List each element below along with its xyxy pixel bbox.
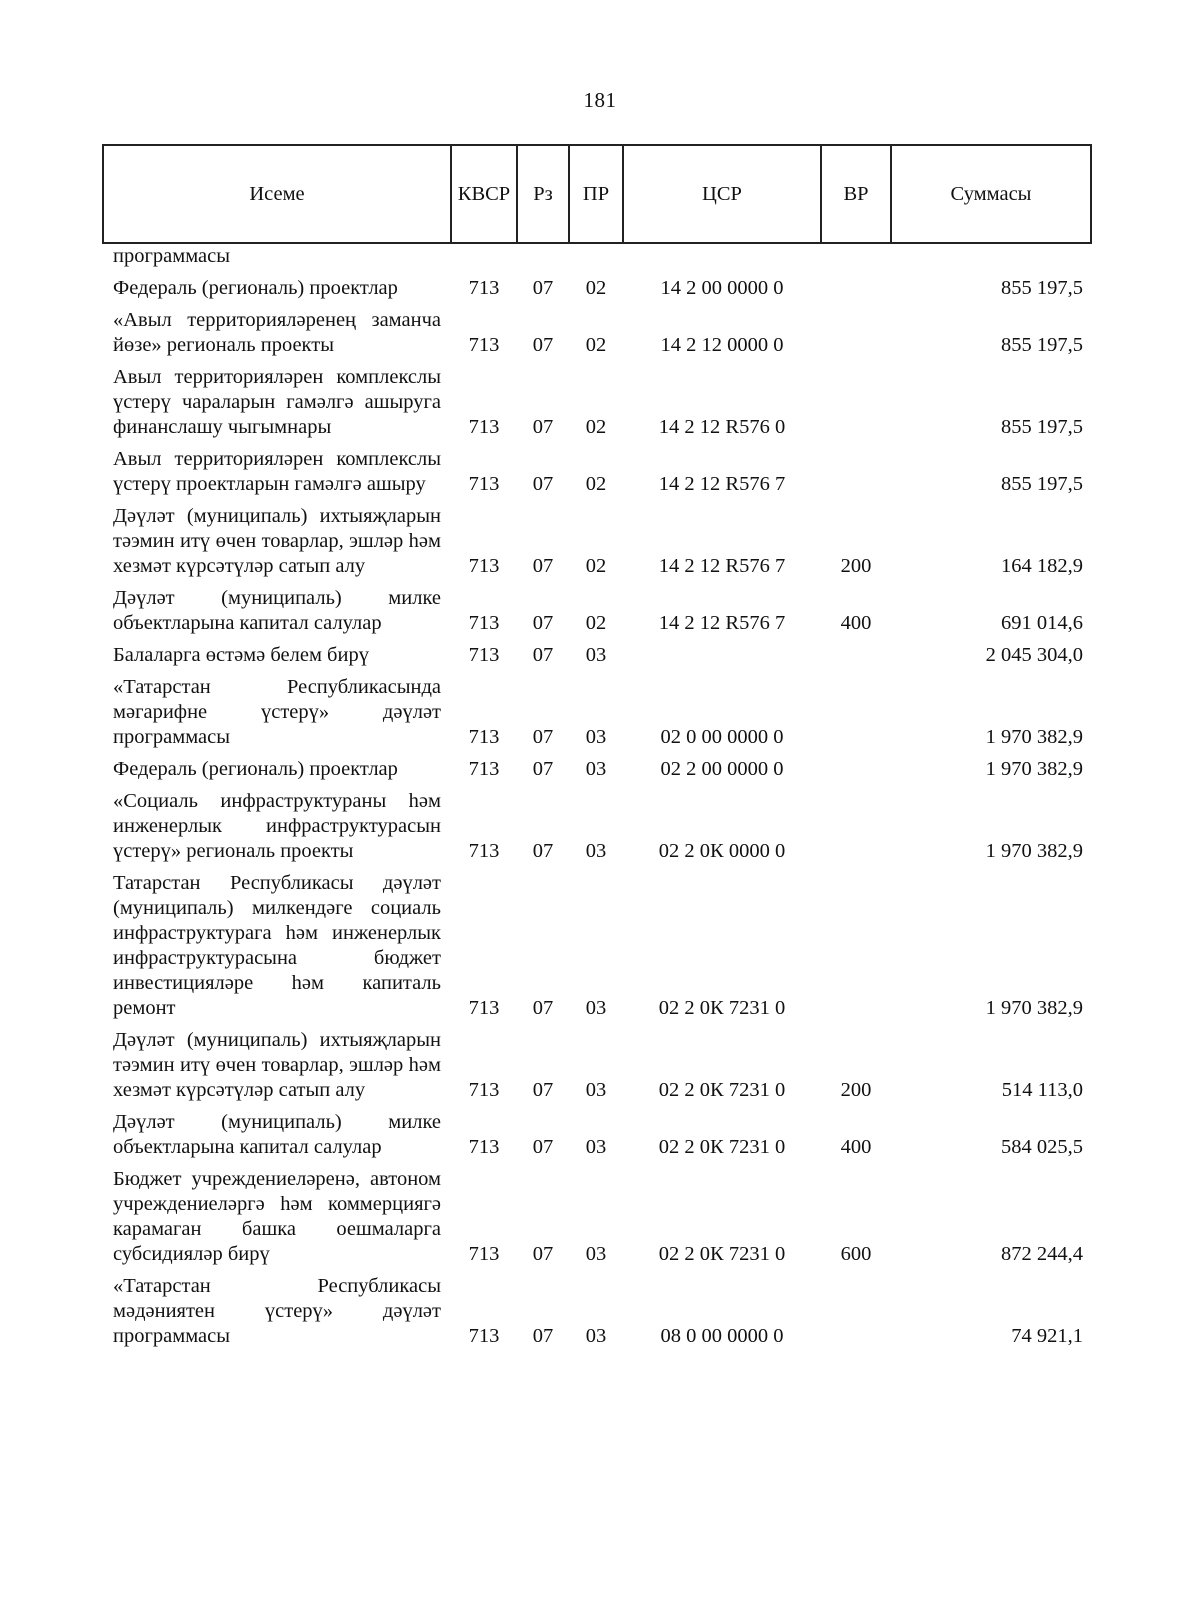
column-header-kvsr: КВСР — [451, 145, 517, 243]
cell-name: Дәүләт (муниципаль) милке объектларына капитал салулар — [113, 587, 441, 634]
cell-vr — [821, 1272, 891, 1354]
table-row — [103, 584, 1091, 641]
cell-vr: 400 — [840, 612, 872, 634]
cell-vr — [821, 787, 891, 869]
cell-kvsr: 713 — [468, 644, 500, 666]
cell-pr: 03 — [585, 1325, 607, 1347]
cell-vr — [821, 673, 891, 755]
cell-pr — [569, 243, 623, 274]
cell-vr — [821, 274, 891, 306]
cell-name: «Социаль инфраструктураны һәм инженерлык инфраструктурасын үстерү» региональ проекты — [113, 790, 441, 862]
cell-pr: 02 — [585, 334, 607, 356]
cell-sum — [891, 243, 1091, 274]
cell-name: Дәүләт (муниципаль) ихтыяҗларын тәэмин итү өчен товарлар, эшләр һәм хезмәт күрсәтүләр сатып алу — [113, 1029, 441, 1101]
table-row — [103, 1108, 1091, 1165]
cell-sum: 855 197,5 — [1001, 416, 1083, 438]
table-row — [103, 869, 1091, 1026]
cell-name: Федераль (региональ) проектлар — [113, 277, 398, 299]
table-header — [103, 145, 1091, 243]
cell-pr: 03 — [585, 840, 607, 862]
cell-csr: 14 2 12 R576 7 — [658, 473, 786, 495]
column-header-rz: Рз — [517, 145, 569, 243]
cell-name: «Татарстан Республикасында мәгарифне үстерү» дәүләт программасы — [113, 676, 441, 748]
cell-csr: 02 2 0К 7231 0 — [658, 1243, 786, 1265]
cell-sum: 855 197,5 — [1001, 277, 1083, 299]
cell-pr: 02 — [585, 416, 607, 438]
column-header-name: Исеме — [103, 145, 451, 243]
cell-name: Балаларга өстәмә белем бирү — [113, 644, 369, 666]
cell-csr: 14 2 12 R576 0 — [658, 416, 786, 438]
cell-vr — [821, 869, 891, 1026]
table-row — [103, 274, 1091, 306]
cell-vr: 200 — [840, 555, 872, 577]
cell-sum: 855 197,5 — [1001, 473, 1083, 495]
cell-rz — [517, 243, 569, 274]
table-row — [103, 673, 1091, 755]
cell-name: Авыл территорияләрен комплекслы үстерү чараларын гамәлгә ашыруга финанслашу чыгымнары — [113, 366, 441, 438]
cell-vr — [821, 641, 891, 673]
page-number: 181 — [583, 88, 617, 112]
cell-pr: 03 — [585, 997, 607, 1019]
cell-name: Авыл территорияләрен комплекслы үстерү проектларын гамәлгә ашыру — [113, 448, 441, 495]
cell-sum: 514 113,0 — [1001, 1079, 1083, 1101]
table-row — [103, 306, 1091, 363]
column-header-vr: ВР — [821, 145, 891, 243]
cell-rz: 07 — [532, 1136, 554, 1158]
cell-rz: 07 — [532, 1325, 554, 1347]
cell-vr: 400 — [840, 1136, 872, 1158]
table-row — [103, 641, 1091, 673]
cell-kvsr: 713 — [468, 1079, 500, 1101]
cell-kvsr: 713 — [468, 758, 500, 780]
cell-pr: 02 — [585, 473, 607, 495]
cell-name: «Авыл территорияләренең заманча йөзе» региональ проекты — [113, 309, 441, 356]
cell-pr: 03 — [585, 1243, 607, 1265]
cell-rz: 07 — [532, 416, 554, 438]
cell-csr — [623, 243, 821, 274]
cell-vr — [821, 363, 891, 445]
cell-vr — [821, 243, 891, 274]
cell-name: «Татарстан Республикасы мәдәниятен үстерү» дәүләт программасы — [113, 1275, 441, 1347]
cell-rz: 07 — [532, 555, 554, 577]
cell-kvsr: 713 — [468, 612, 500, 634]
table-row — [103, 445, 1091, 502]
cell-name: Дәүләт (муниципаль) ихтыяҗларын тәэмин итү өчен товарлар, эшләр һәм хезмәт күрсәтүләр сатып алу — [113, 505, 441, 577]
cell-csr: 14 2 12 R576 7 — [658, 612, 786, 634]
cell-csr: 02 2 0К 0000 0 — [658, 840, 786, 862]
cell-rz: 07 — [532, 1079, 554, 1101]
cell-rz: 07 — [532, 997, 554, 1019]
table-row — [103, 1026, 1091, 1108]
budget-table — [102, 144, 1092, 1354]
cell-csr: 02 2 0К 7231 0 — [658, 997, 786, 1019]
cell-rz: 07 — [532, 726, 554, 748]
table-row — [103, 1165, 1091, 1272]
cell-sum: 1 970 382,9 — [985, 758, 1083, 780]
cell-sum: 1 970 382,9 — [985, 726, 1083, 748]
table-row — [103, 787, 1091, 869]
cell-vr — [821, 445, 891, 502]
cell-sum: 872 244,4 — [1001, 1243, 1083, 1265]
cell-kvsr: 713 — [468, 277, 500, 299]
cell-name: Дәүләт (муниципаль) милке объектларына капитал салулар — [113, 1111, 441, 1158]
cell-vr: 600 — [840, 1243, 872, 1265]
cell-name: Федераль (региональ) проектлар — [113, 758, 398, 780]
cell-rz: 07 — [532, 334, 554, 356]
cell-rz: 07 — [532, 758, 554, 780]
table-body — [103, 243, 1091, 1354]
cell-pr: 02 — [585, 612, 607, 634]
cell-csr: 14 2 00 0000 0 — [660, 277, 784, 299]
table-row — [103, 502, 1091, 584]
cell-kvsr: 713 — [468, 1243, 500, 1265]
table-row — [103, 243, 1091, 274]
column-header-pr: ПР — [569, 145, 623, 243]
cell-kvsr: 713 — [468, 473, 500, 495]
cell-vr: 200 — [840, 1079, 872, 1101]
cell-rz: 07 — [532, 840, 554, 862]
cell-sum: 1 970 382,9 — [985, 840, 1083, 862]
cell-pr: 03 — [585, 1136, 607, 1158]
cell-csr: 14 2 12 R576 7 — [658, 555, 786, 577]
cell-kvsr: 713 — [468, 1136, 500, 1158]
cell-sum: 164 182,9 — [1001, 555, 1083, 577]
cell-kvsr: 713 — [468, 840, 500, 862]
cell-rz: 07 — [532, 612, 554, 634]
cell-sum: 2 045 304,0 — [985, 644, 1083, 666]
cell-pr: 03 — [585, 726, 607, 748]
column-header-csr: ЦСР — [623, 145, 821, 243]
cell-pr: 03 — [585, 758, 607, 780]
cell-pr: 02 — [585, 555, 607, 577]
cell-name: Татарстан Республикасы дәүләт (муниципаль) милкендәге социаль инфраструктурага һәм инженерлык инфраструктурасына бюджет инвестицияләре һәм капиталь ремонт — [113, 872, 441, 1019]
table-row — [103, 363, 1091, 445]
cell-rz: 07 — [532, 644, 554, 666]
cell-csr: 08 0 00 0000 0 — [660, 1325, 784, 1347]
cell-kvsr — [451, 243, 517, 274]
cell-csr: 02 0 00 0000 0 — [660, 726, 784, 748]
column-header-sum: Суммасы — [891, 145, 1091, 243]
table-row — [103, 755, 1091, 787]
cell-csr: 02 2 00 0000 0 — [660, 758, 784, 780]
cell-kvsr: 713 — [468, 555, 500, 577]
cell-csr — [623, 641, 821, 673]
cell-sum: 74 921,1 — [1011, 1325, 1083, 1347]
table-row — [103, 1272, 1091, 1354]
cell-rz: 07 — [532, 473, 554, 495]
cell-csr: 02 2 0К 7231 0 — [658, 1079, 786, 1101]
cell-vr — [821, 306, 891, 363]
cell-pr: 02 — [585, 277, 607, 299]
cell-rz: 07 — [532, 277, 554, 299]
cell-kvsr: 713 — [468, 726, 500, 748]
cell-csr: 14 2 12 0000 0 — [660, 334, 784, 356]
cell-vr — [821, 755, 891, 787]
cell-pr: 03 — [585, 1079, 607, 1101]
cell-kvsr: 713 — [468, 997, 500, 1019]
cell-name: Бюджет учреждениеләренә, автоном учреждениеләргә һәм коммерциягә карамаган башка оешмаларга субсидияләр бирү — [113, 1168, 441, 1265]
cell-sum: 584 025,5 — [1001, 1136, 1083, 1158]
cell-kvsr: 713 — [468, 416, 500, 438]
cell-rz: 07 — [532, 1243, 554, 1265]
cell-kvsr: 713 — [468, 1325, 500, 1347]
cell-pr: 03 — [585, 644, 607, 666]
cell-name: программасы — [113, 245, 231, 267]
cell-kvsr: 713 — [468, 334, 500, 356]
cell-sum: 1 970 382,9 — [985, 997, 1083, 1019]
cell-sum: 691 014,6 — [1001, 612, 1083, 634]
cell-sum: 855 197,5 — [1001, 334, 1083, 356]
cell-csr: 02 2 0К 7231 0 — [658, 1136, 786, 1158]
